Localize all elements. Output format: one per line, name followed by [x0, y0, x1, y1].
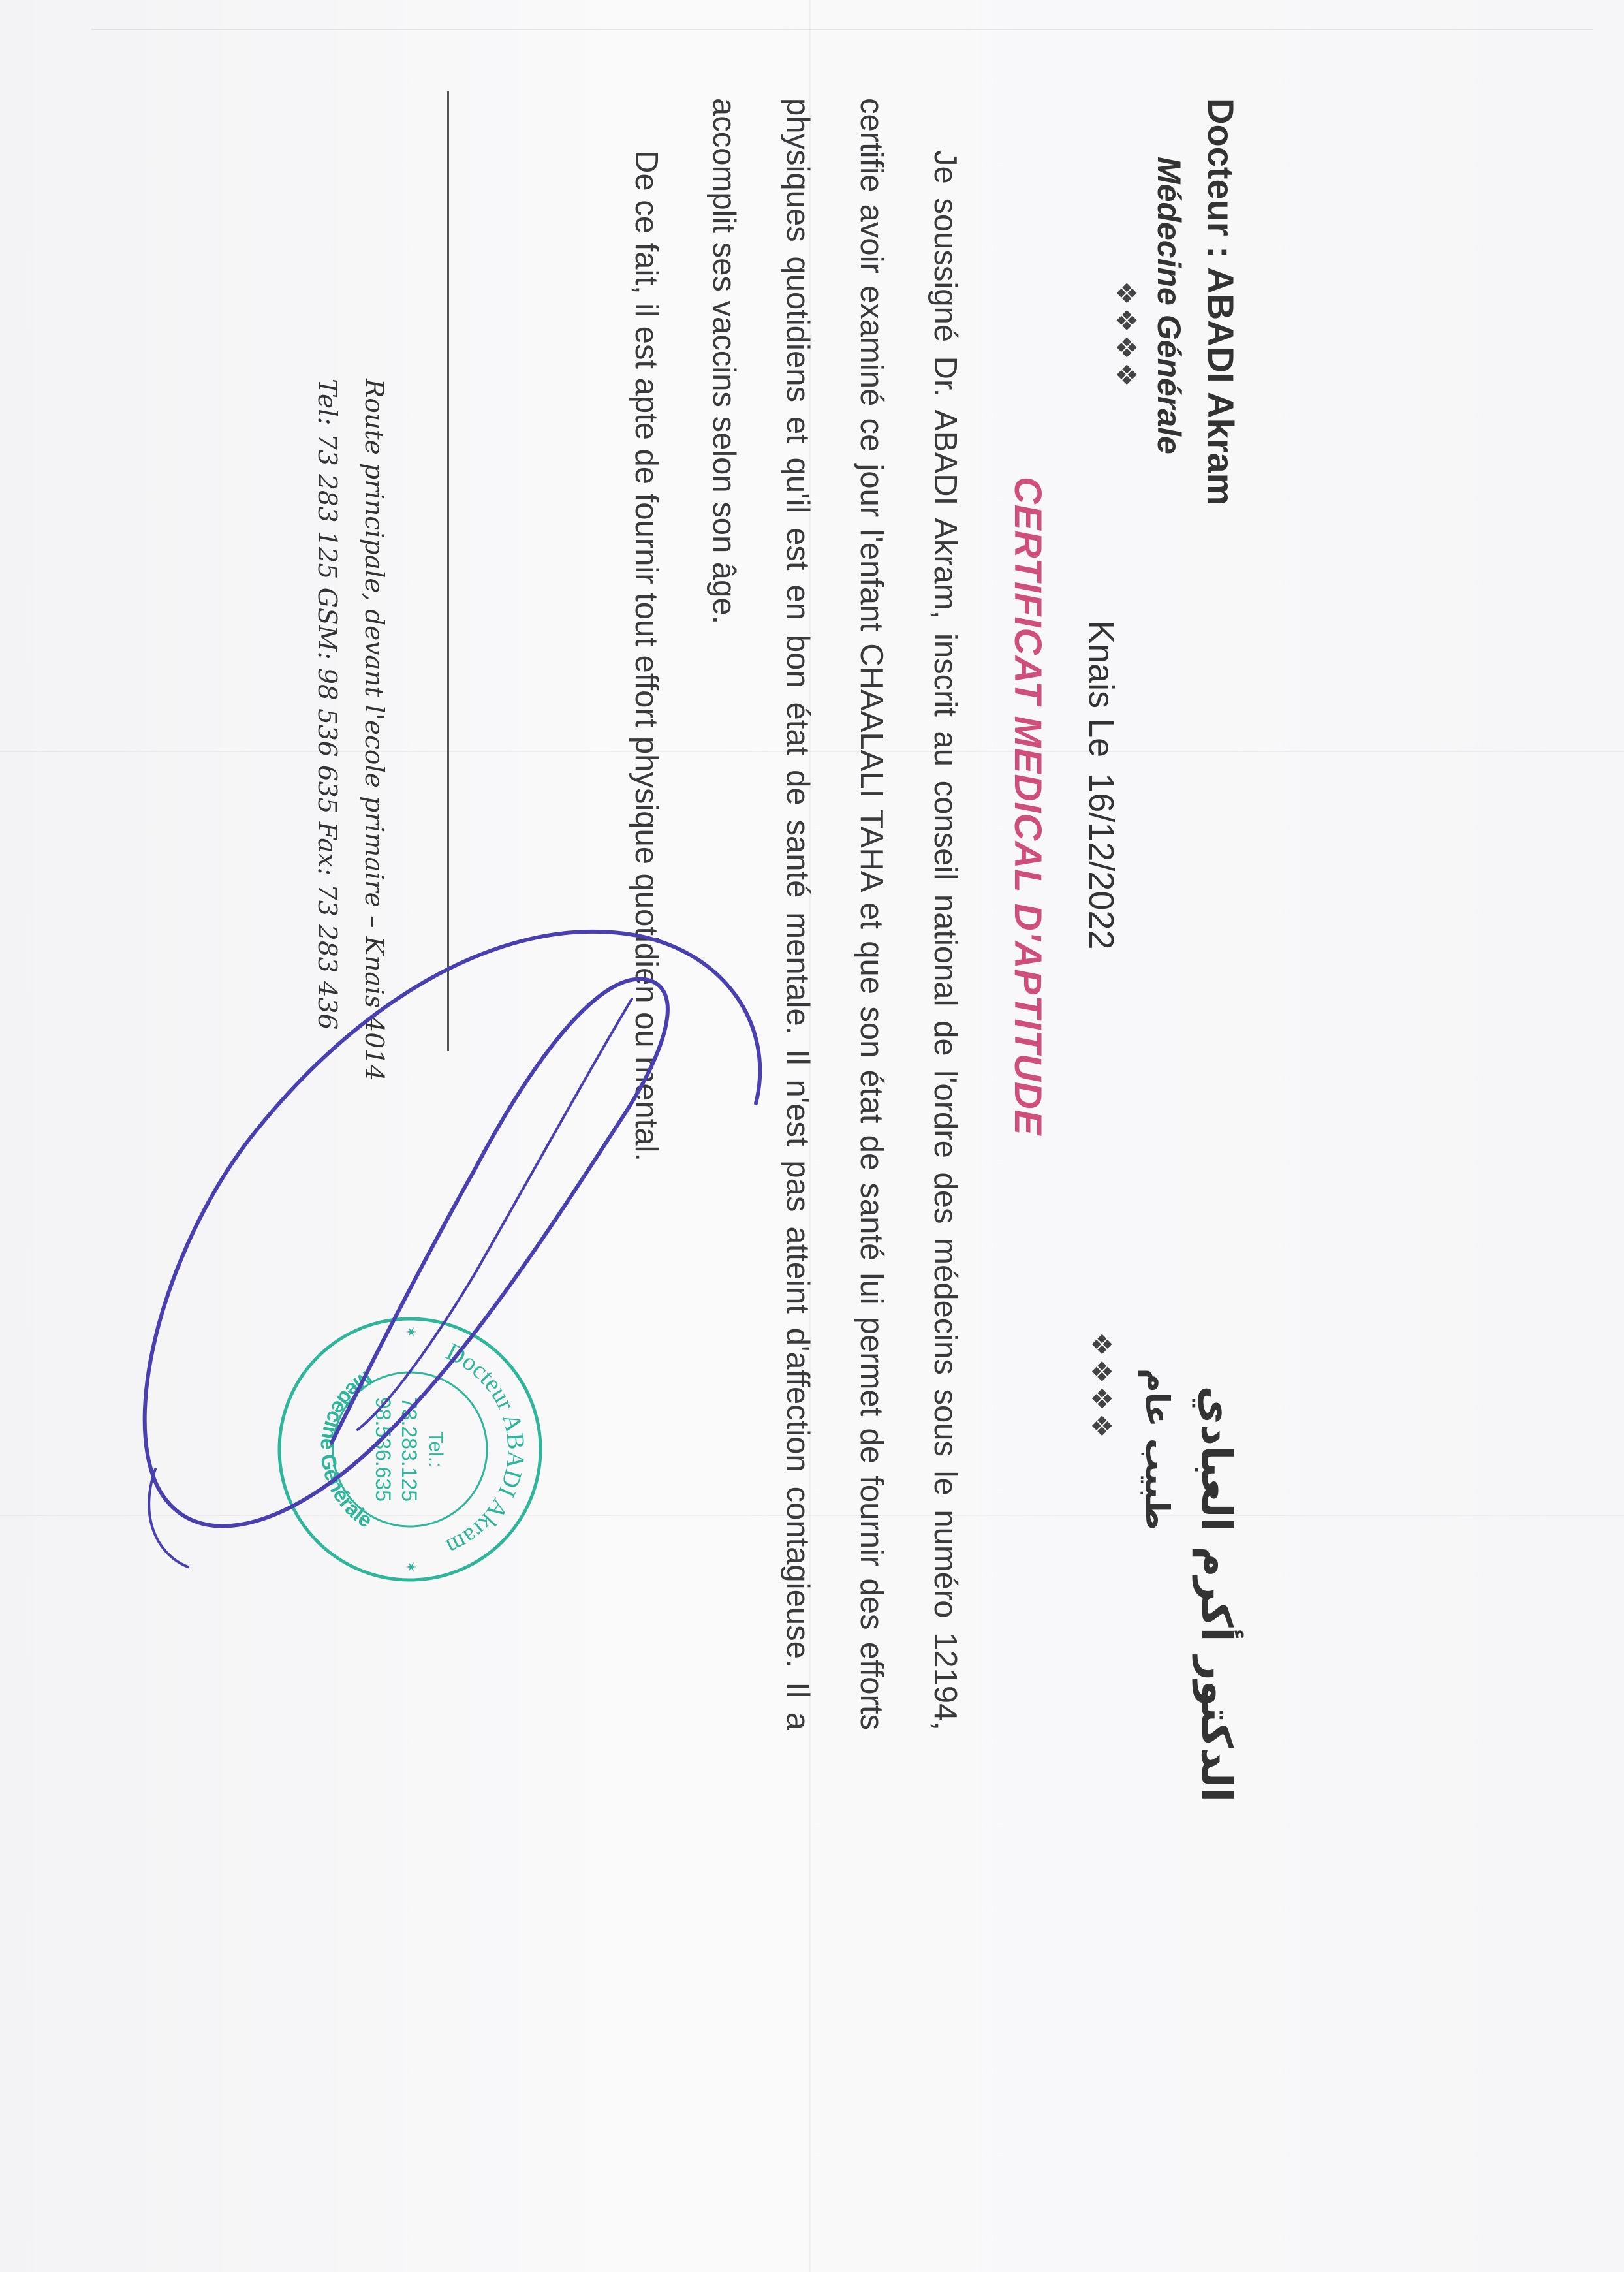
footer-address: Route principale, devant l'ecole primaire – Knais 4014 [359, 379, 388, 1081]
body-paragraph-2: De ce fait, il est apte de fournir tout effort physique quotidien ou mental. [629, 150, 664, 1161]
stamp-star-icon: ✶ [403, 1560, 419, 1573]
stamp-tel-2: 98.536.635 [371, 1396, 395, 1502]
stamp-tel-1: 73.283.125 [398, 1396, 421, 1502]
signature-stroke [358, 999, 632, 1430]
ornament-left: ❖❖❖❖ [1110, 281, 1142, 390]
stamp-specialty: Médecine Générale [316, 1366, 377, 1532]
doctor-name: Docteur : ABADI Akram [1200, 98, 1241, 506]
body-paragraph-1: Je soussigné Dr. ABADI Akram, inscrit au conseil national de l'ordre des médecins sous le numéro 12194, certifie avoir examiné ce jour l'enfant CHAALALI TAHA et que son état de santé lui permet de fournir des efforts physiques quotidiens et qu'il est en bon état de santé mentale. Il n'est pas atteint d'affection contagieuse. Il a accomplit ses vaccins selon son âge. [706, 98, 963, 1730]
certificate-title: CERTIFICAT MEDICAL D'APTITUDE [1007, 477, 1049, 1136]
doctor-specialty-arabic: طبيب عام [1138, 1368, 1176, 1530]
date-line [1081, 620, 1121, 949]
date-place: Knais Le [1082, 620, 1121, 758]
doctor-name-arabic: الدكتور أكرم العبادي [1192, 1385, 1240, 1802]
stamp-tel-label: Tel.: [425, 1431, 446, 1468]
footer-contacts: Tel: 73 283 125 GSM: 98 536 635 Fax: 73 283 436 [312, 379, 341, 1030]
stamp-name: Docteur ABADI Akram [442, 1338, 530, 1561]
stamp-star-icon: ✶ [403, 1325, 419, 1338]
date-value: 16/12/2022 [1082, 773, 1121, 950]
doctor-specialty: Médecine Générale [1151, 157, 1187, 454]
handwritten-signature [129, 907, 782, 1586]
signature-stroke [145, 932, 760, 1526]
ornament-right: ❖❖❖❖ [1085, 1332, 1117, 1441]
